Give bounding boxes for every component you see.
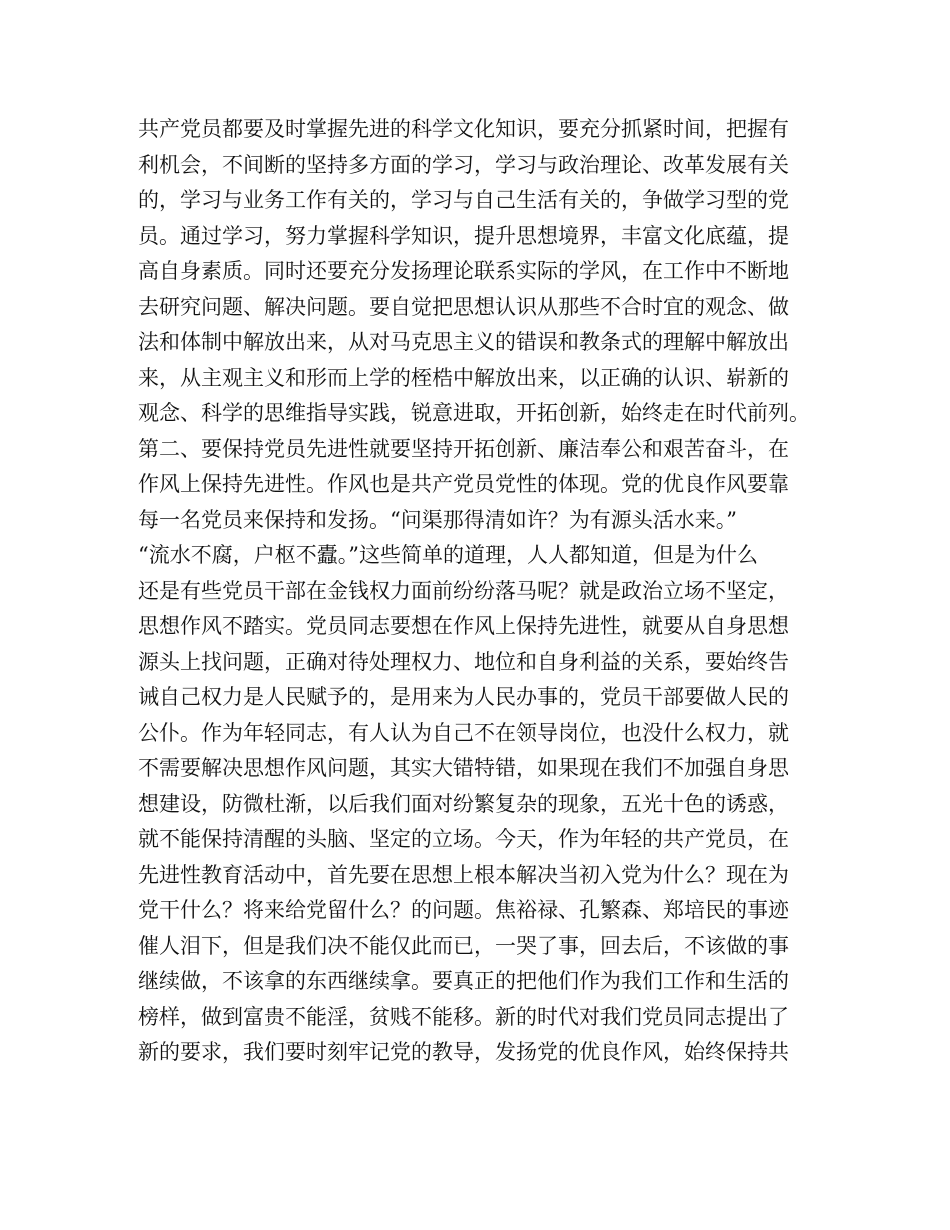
- text-line: 想建设，防微杜渐，以后我们面对纷繁复杂的现象，五光十色的诱惑，: [138, 791, 789, 816]
- text-line: 员。通过学习，努力掌握科学知识，提升思想境界，丰富文化底蕴，提: [138, 223, 789, 248]
- text-line: 作风上保持先进性。作风也是共产党员党性的体现。党的优良作风要靠: [138, 472, 789, 496]
- text-line: 新的要求，我们要时刻牢记党的教导，发扬党的优良作风，始终保持共: [138, 1040, 789, 1064]
- body-text: [138, 112, 828, 1071]
- text-line: 榜样，做到富贵不能淫，贫贱不能移。新的时代对我们党员同志提出了: [138, 1004, 789, 1029]
- text-line: 党干什么？将来给党留什么？的问题。焦裕禄、孔繁森、郑培民的事迹: [138, 898, 789, 922]
- text-line: 利机会，不间断的坚持多方面的学习，学习与政治理论、改革发展有关: [138, 152, 789, 177]
- text-line: 观念、科学的思维指导实践，锐意进取，开拓创新，始终走在时代前列。: [138, 401, 810, 425]
- text-line: 的，学习与业务工作有关的，学习与自己生活有关的，争做学习型的党: [138, 188, 789, 212]
- text-line: 源头上找问题，正确对待处理权力、地位和自身利益的关系，要始终告: [138, 649, 789, 674]
- text-line: 法和体制中解放出来，从对马克思主义的错误和教条式的理解中解放出: [138, 330, 789, 354]
- text-line: “流水不腐，户枢不蠹。”这些简单的道理，人人都知道，但是为什么: [138, 543, 758, 567]
- text-line: 诫自己权力是人民赋予的，是用来为人民办事的，党员干部要做人民的: [138, 685, 789, 709]
- text-line: 共产党员都要及时掌握先进的科学文化知识，要充分抓紧时间，把握有: [138, 117, 789, 141]
- text-line: 高自身素质。同时还要充分发扬理论联系实际的学风，在工作中不断地: [138, 259, 789, 283]
- text-line: 就不能保持清醒的头脑、坚定的立场。今天，作为年轻的共产党员，在: [138, 827, 789, 851]
- text-line: 第二、要保持党员先进性就要坚持开拓创新、廉洁奉公和艰苦奋斗，在: [138, 436, 789, 461]
- text-line: 去研究问题、解决问题。要自觉把思想认识从那些不合时宜的观念、做: [138, 294, 789, 319]
- text-line: 还是有些党员干部在金钱权力面前纷纷落马呢？就是政治立场不坚定，: [138, 578, 789, 603]
- text-line: 公仆。作为年轻同志，有人认为自己不在领导岗位，也没什么权力，就: [138, 720, 789, 745]
- text-line: 每一名党员来保持和发扬。“问渠那得清如许？为有源头活水来。”: [138, 507, 737, 532]
- text-line: 继续做，不该拿的东西继续拿。要真正的把他们作为我们工作和生活的: [138, 969, 789, 993]
- text-line: 催人泪下，但是我们决不能仅此而已，一哭了事，回去后，不该做的事: [138, 933, 789, 958]
- text-line: 不需要解决思想作风问题，其实大错特错，如果现在我们不加强自身思: [138, 756, 789, 780]
- text-line: 先进性教育活动中，首先要在思想上根本解决当初入党为什么？现在为: [138, 862, 789, 887]
- text-line: 来，从主观主义和形而上学的桎梏中解放出来，以正确的认识、崭新的: [138, 365, 789, 390]
- text-line: 思想作风不踏实。党员同志要想在作风上保持先进性，就要从自身思想: [138, 614, 789, 638]
